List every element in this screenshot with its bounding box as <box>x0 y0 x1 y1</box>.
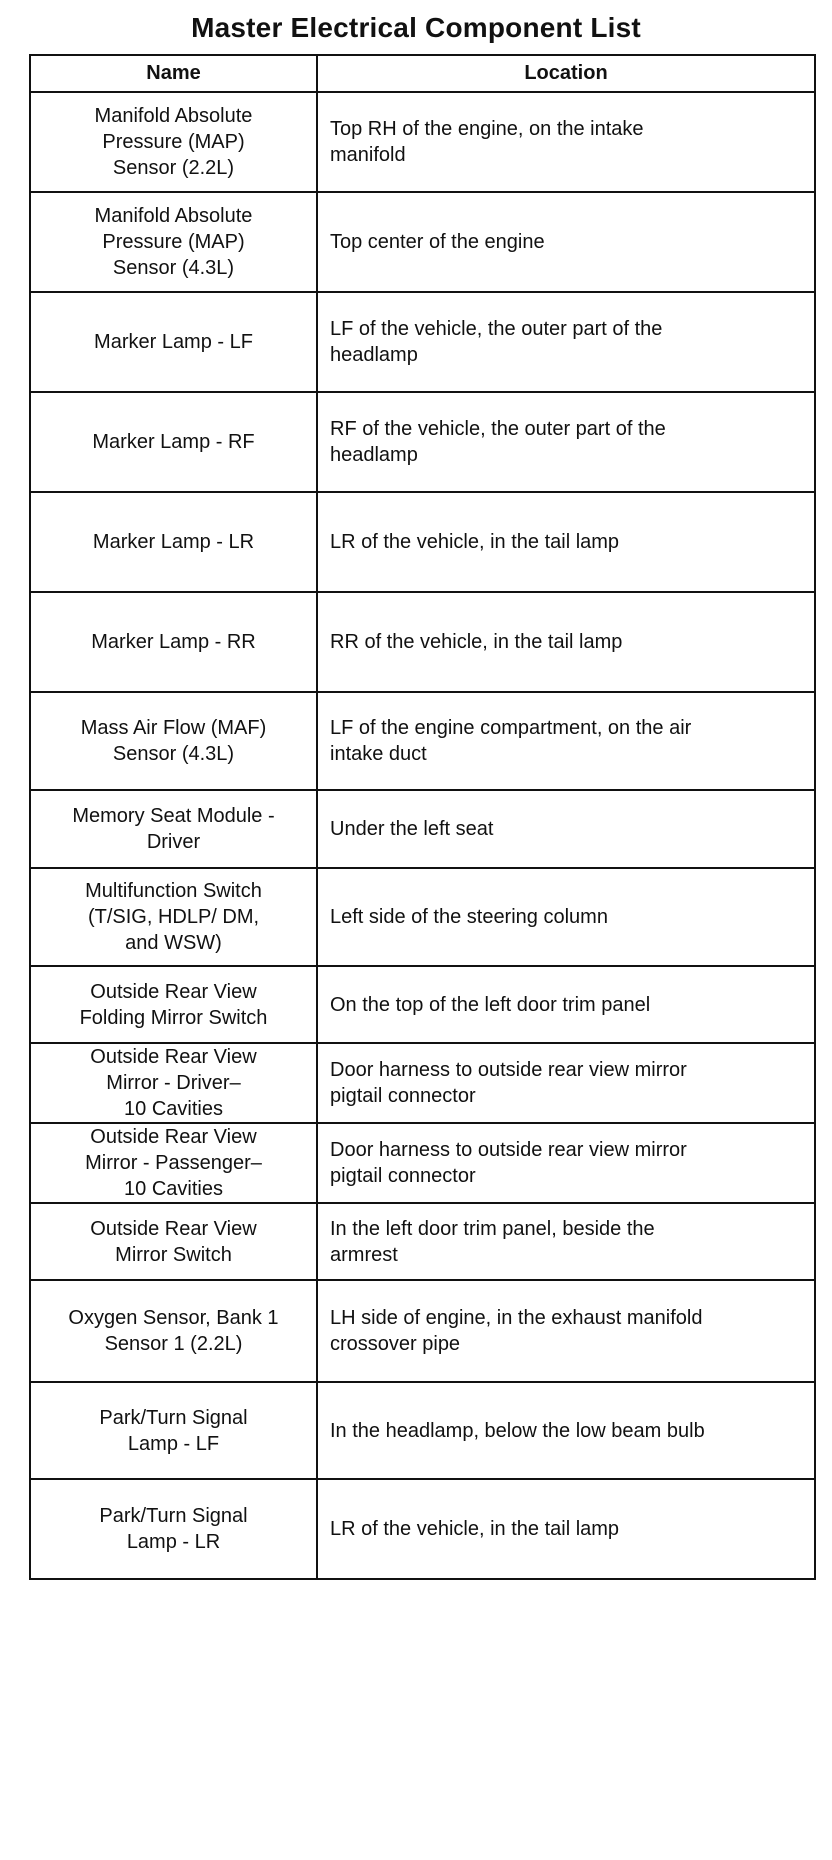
component-name-line: Sensor (4.3L) <box>112 743 235 765</box>
component-location-cell <box>317 192 815 292</box>
table-row <box>30 292 815 392</box>
table-row <box>30 1382 815 1479</box>
component-location-line: pigtail connector <box>330 1165 476 1187</box>
component-location-line: In the headlamp, below the low beam bulb <box>330 1419 705 1442</box>
component-location-line: Top center of the engine <box>330 231 545 253</box>
component-location-line: In the left door trim panel, beside the <box>330 1217 655 1240</box>
table-row <box>30 1479 815 1579</box>
component-name-cell <box>30 292 317 392</box>
table-row <box>30 1280 815 1382</box>
component-location-cell <box>317 1123 815 1203</box>
column-header-name: Name <box>30 55 317 92</box>
component-location-cell <box>317 966 815 1043</box>
component-name-cell <box>30 868 317 966</box>
component-location-cell <box>317 392 815 492</box>
component-name-line: Oxygen Sensor, Bank 1 <box>68 1307 279 1329</box>
component-location-line: LF of the vehicle, the outer part of the <box>330 318 663 340</box>
table-row <box>30 790 815 868</box>
component-location-cell <box>317 790 815 868</box>
table-row <box>30 392 815 492</box>
component-name-cell <box>30 1123 317 1203</box>
table-row <box>30 1043 815 1123</box>
table-row <box>30 1203 815 1280</box>
component-name-line: Outside Rear View <box>90 980 257 1003</box>
table-header-row <box>30 55 815 92</box>
component-location-line: crossover pipe <box>330 1333 461 1355</box>
component-location-line: LF of the engine compartment, on the air <box>330 717 692 739</box>
component-location-line: intake duct <box>330 743 427 765</box>
component-name-line: Lamp - LR <box>126 1531 221 1553</box>
table-row <box>30 966 815 1043</box>
component-name-line: Pressure (MAP) <box>102 231 245 253</box>
component-table <box>29 54 816 1580</box>
component-name-line: Driver <box>146 831 201 853</box>
table-row <box>30 692 815 790</box>
component-name-line: Outside Rear View <box>90 1046 257 1068</box>
component-name-cell <box>30 392 317 492</box>
component-name-line: Sensor (2.2L) <box>112 157 235 179</box>
component-name-cell <box>30 492 317 592</box>
component-name-line: Manifold Absolute <box>94 205 253 227</box>
component-name-cell <box>30 692 317 790</box>
component-name-line: Multifunction Switch <box>85 880 262 902</box>
component-name-line: Sensor (4.3L) <box>112 257 235 279</box>
table-row <box>30 192 815 292</box>
component-location-line: LR of the vehicle, in the tail lamp <box>330 1518 620 1540</box>
component-name-line: Mirror Switch <box>115 1243 232 1266</box>
component-name-line: Manifold Absolute <box>94 105 253 127</box>
component-location-cell <box>317 292 815 392</box>
component-name-line: Marker Lamp - RF <box>92 431 255 453</box>
component-location-line: On the top of the left door trim panel <box>330 993 651 1016</box>
component-location-line: LH side of engine, in the exhaust manifold <box>330 1307 703 1329</box>
component-name-cell <box>30 1382 317 1479</box>
component-location-cell <box>317 592 815 692</box>
component-location-line: manifold <box>330 144 406 166</box>
component-name-line: Mirror - Passenger– <box>85 1152 262 1174</box>
component-location-cell <box>317 1280 815 1382</box>
component-location-line: RR of the vehicle, in the tail lamp <box>330 631 623 653</box>
component-location-cell <box>317 1043 815 1123</box>
component-location-line: Top RH of the engine, on the intake <box>330 118 644 140</box>
table-row <box>30 1123 815 1203</box>
component-location-line: headlamp <box>330 344 418 366</box>
component-location-line: LR of the vehicle, in the tail lamp <box>330 531 620 553</box>
table-row <box>30 868 815 966</box>
component-location-line: headlamp <box>330 444 418 466</box>
component-name-line: Pressure (MAP) <box>102 131 245 153</box>
component-location-cell <box>317 492 815 592</box>
component-name-cell <box>30 192 317 292</box>
component-name-cell <box>30 790 317 868</box>
component-location-line: Under the left seat <box>330 818 494 840</box>
component-location-line: RF of the vehicle, the outer part of the <box>330 418 666 440</box>
component-name-line: Lamp - LF <box>127 1432 220 1455</box>
component-name-cell <box>30 92 317 192</box>
component-location-line: armrest <box>330 1243 398 1266</box>
component-location-cell <box>317 1479 815 1579</box>
component-name-line: Park/Turn Signal <box>99 1406 248 1429</box>
component-name-line: 10 Cavities <box>124 1098 223 1120</box>
component-location-cell <box>317 1203 815 1280</box>
component-name-line: 10 Cavities <box>124 1178 223 1200</box>
component-name-line: Memory Seat Module - <box>72 805 275 827</box>
component-location-line: Door harness to outside rear view mirror <box>330 1139 687 1161</box>
component-name-cell <box>30 1203 317 1280</box>
component-location-cell <box>317 1382 815 1479</box>
component-name-line: Folding Mirror Switch <box>79 1006 268 1029</box>
page-title: Master Electrical Component List <box>191 12 641 43</box>
component-name-line: Marker Lamp - RR <box>91 631 256 653</box>
component-name-line: Park/Turn Signal <box>99 1505 248 1527</box>
component-name-line: Sensor 1 (2.2L) <box>104 1333 243 1355</box>
column-header-location: Location <box>317 55 815 92</box>
component-name-line: Marker Lamp - LF <box>94 331 253 353</box>
component-name-cell <box>30 1280 317 1382</box>
component-name-line: Marker Lamp - LR <box>92 531 255 553</box>
component-name-line: Mass Air Flow (MAF) <box>80 717 267 739</box>
component-location-line: Door harness to outside rear view mirror <box>330 1059 687 1081</box>
table-row <box>30 492 815 592</box>
component-name-line: and WSW) <box>125 932 222 954</box>
component-name-line: Outside Rear View <box>90 1217 257 1240</box>
component-location-line: pigtail connector <box>330 1085 476 1107</box>
component-name-line: Mirror - Driver– <box>106 1072 241 1094</box>
component-name-line: Outside Rear View <box>90 1126 257 1148</box>
table-row <box>30 592 815 692</box>
component-name-cell <box>30 1479 317 1579</box>
table-row <box>30 92 815 192</box>
component-location-cell <box>317 92 815 192</box>
component-location-cell <box>317 868 815 966</box>
component-name-cell <box>30 1043 317 1123</box>
component-name-cell <box>30 592 317 692</box>
component-location-cell <box>317 692 815 790</box>
component-location-line: Left side of the steering column <box>330 906 608 928</box>
component-name-line: (T/SIG, HDLP/ DM, <box>87 906 260 928</box>
component-name-cell <box>30 966 317 1043</box>
